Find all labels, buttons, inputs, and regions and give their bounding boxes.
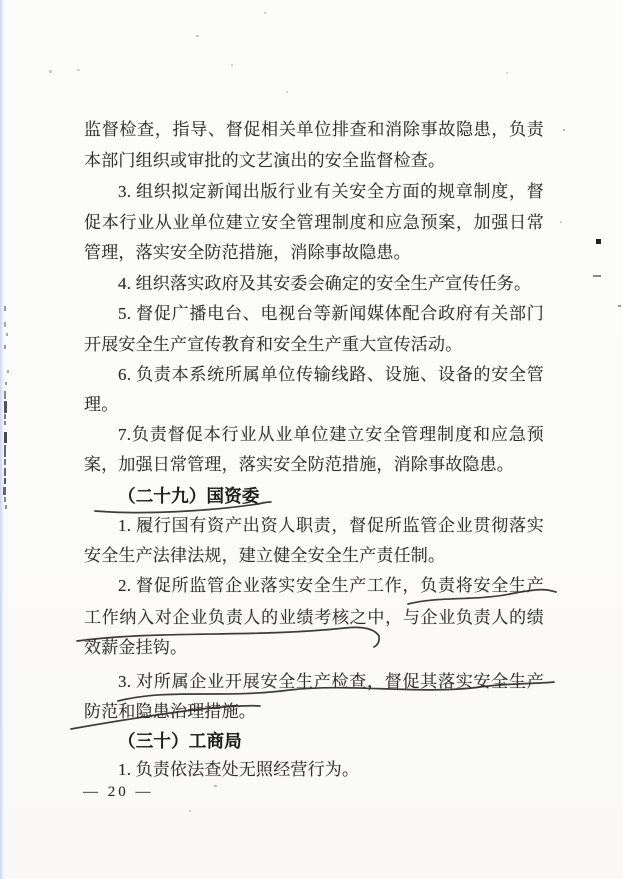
scan-speck (593, 275, 601, 277)
scan-speck (4, 478, 6, 484)
scan-speck (214, 785, 217, 787)
scan-speck (4, 322, 6, 327)
text-line: 工作纳入对企业负责人的业绩考核之中，与企业负责人的绩 (84, 608, 544, 627)
section-heading: （三十）工商局 (118, 731, 242, 751)
scan-speck (4, 414, 6, 419)
text-line: 案，加强日常管理，落实安全防范措施，消除事故隐患。 (84, 455, 514, 474)
scan-speck (4, 421, 6, 425)
scan-speck (596, 239, 601, 244)
scan-speck (4, 401, 7, 413)
text-line: 本部门组织或审批的文艺演出的安全监督检查。 (84, 151, 446, 170)
scan-speck (6, 333, 8, 336)
text-line: 效薪金挂钩。 (84, 638, 188, 657)
section-heading: （二十九）国资委 (118, 486, 260, 506)
text-line: 理。 (84, 395, 119, 414)
text-line: 管理，落实安全防范措施，消除事故隐患。 (84, 243, 411, 262)
text-line: 3. 组织拟定新闻出版行业有关安全方面的规章制度，督 (118, 182, 544, 201)
scan-speck (4, 459, 6, 465)
text-line: 1. 履行国有资产出资人职责，督促所监管企业贯彻落实 (118, 516, 544, 535)
scan-speck (49, 70, 52, 73)
scan-speck (77, 69, 80, 71)
scan-speck (4, 306, 6, 311)
scan-speck (4, 445, 6, 457)
scan-speck (4, 391, 6, 399)
text-line: 2. 督促所监管企业落实安全生产工作，负责将安全生产 (118, 576, 544, 595)
scan-speck (4, 345, 6, 349)
scan-speck (506, 72, 508, 74)
scan-speck (4, 468, 6, 476)
scan-speck (3, 487, 6, 495)
text-line: 3. 对所属企业开展安全生产检查，督促其落实安全生产 (118, 672, 544, 691)
scan-speck (560, 221, 562, 223)
page-number: — 20 — (83, 784, 154, 800)
scan-speck (4, 432, 7, 443)
scan-speck (286, 91, 288, 93)
text-line: 7.负责督促本行业从业单位建立安全管理制度和应急预 (118, 425, 544, 444)
text-line: 开展安全生产宣传教育和安全生产重大宣传活动。 (84, 335, 463, 354)
scan-speck (563, 129, 565, 131)
scan-speck (7, 370, 9, 373)
scan-speck (5, 382, 7, 385)
text-line: 防范和隐患治理措施。 (84, 702, 256, 721)
text-line: 4. 组织落实政府及其安委会确定的安全生产宣传任务。 (118, 274, 532, 293)
scan-speck (618, 305, 621, 307)
text-line: 6. 负责本系统所属单位传输线路、设施、设备的安全管 (118, 365, 544, 384)
scan-speck (189, 810, 191, 812)
text-line: 1. 负责依法查处无照经营行为。 (118, 760, 360, 779)
text-line: 监督检查，指导、督促相关单位排查和消除事故隐患，负责 (84, 120, 544, 139)
scan-speck (231, 64, 233, 66)
text-line: 促本行业从业单位建立安全管理制度和应急预案，加强日常 (84, 213, 544, 232)
text-line: 5. 督促广播电台、电视台等新闻媒体配合政府有关部门 (118, 304, 544, 323)
scan-speck (4, 497, 6, 502)
scan-speck (264, 12, 266, 14)
text-line: 安全生产法律法规，建立健全安全生产责任制。 (84, 546, 446, 565)
scan-speck (5, 505, 7, 509)
scan-speck (196, 35, 199, 37)
